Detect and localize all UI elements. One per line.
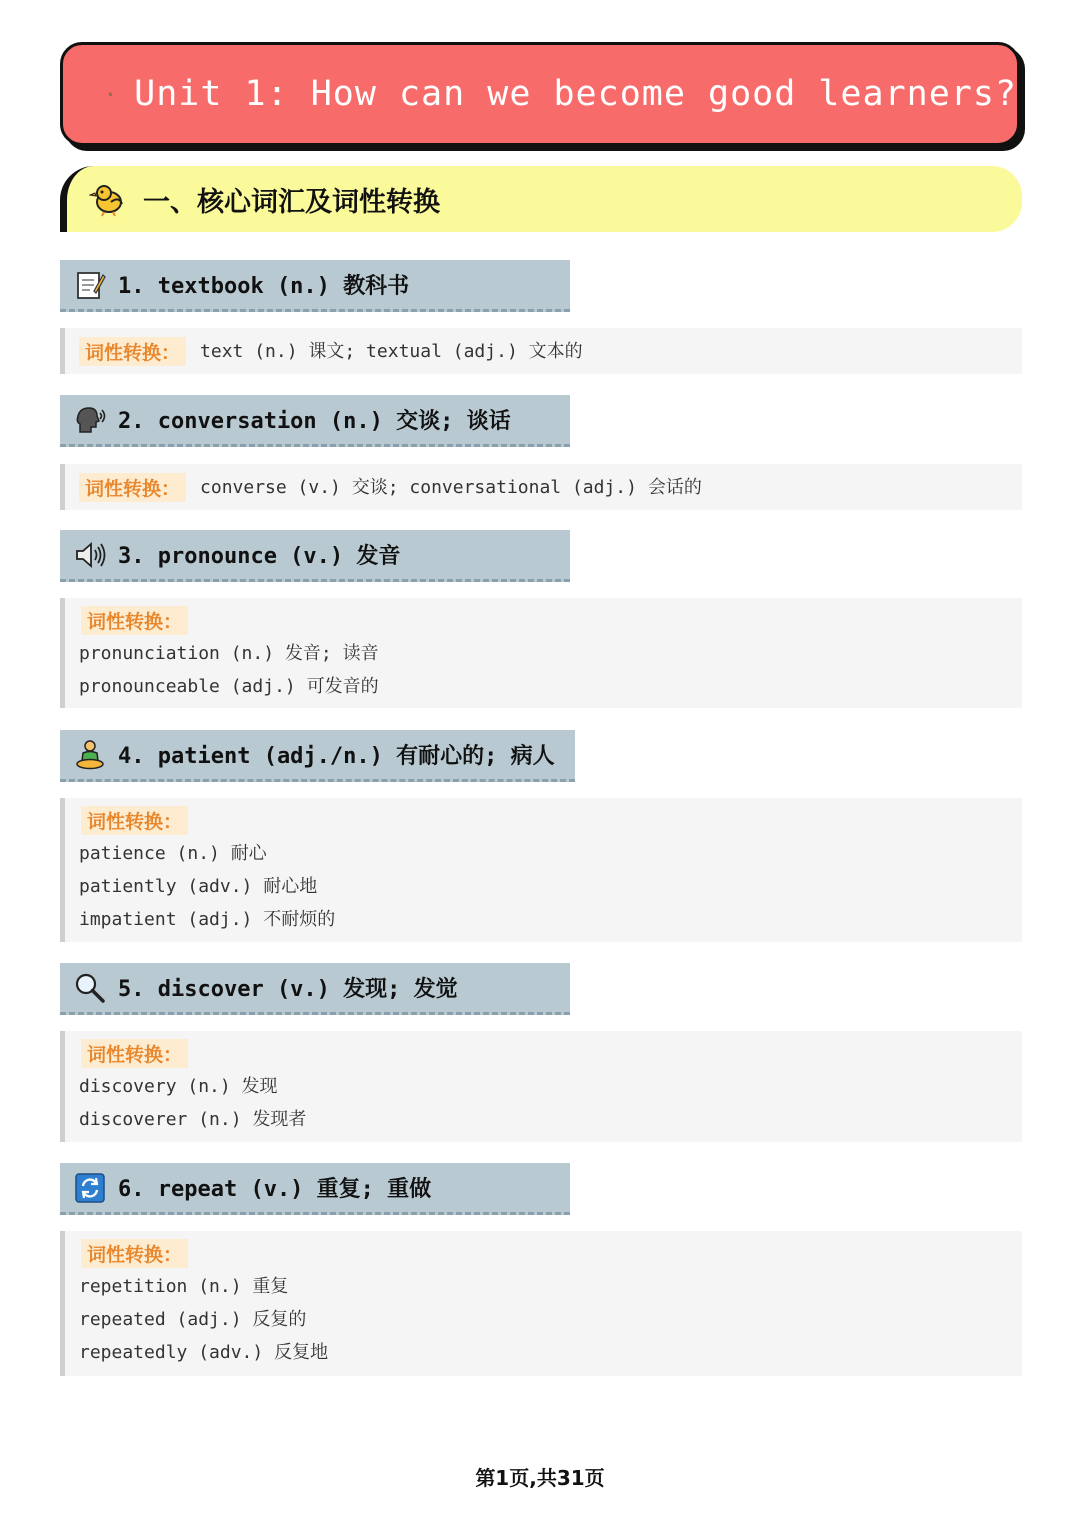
word-header-1	[60, 260, 570, 312]
word-header-3	[60, 530, 570, 582]
word-title: 1. textbook (n.) 教科书	[118, 274, 410, 299]
page-title: Unit 1: How can we become good learners?	[134, 74, 1017, 114]
word-header-2	[60, 395, 570, 447]
speaking-head-icon	[74, 404, 106, 436]
speaker-icon	[74, 539, 106, 571]
conversion-line: patiently (adv.) 耐心地	[79, 876, 318, 897]
conversion-line: discoverer (n.) 发现者	[79, 1109, 307, 1130]
conversion-label: 词性转换：	[81, 606, 188, 635]
section-header	[60, 166, 1022, 232]
word-title: 3. pronounce (v.) 发音	[118, 544, 401, 569]
repeat-icon	[74, 1172, 106, 1204]
word-header-6	[60, 1163, 570, 1215]
conversion-line: text (n.) 课文; textual (adj.) 文本的	[200, 340, 583, 362]
word-header-4	[60, 730, 575, 782]
word-title: 4. patient (adj./n.) 有耐心的; 病人	[118, 744, 555, 769]
conversion-line: repeated (adj.) 反复的	[79, 1309, 307, 1330]
word-header-5	[60, 963, 570, 1015]
conversion-box-2	[60, 464, 1022, 510]
conversion-box-1	[60, 328, 1022, 374]
meditation-icon	[74, 739, 106, 771]
conversion-line: pronounceable (adj.) 可发音的	[79, 676, 379, 697]
chick-icon	[89, 180, 127, 218]
conversion-line: discovery (n.) 发现	[79, 1076, 278, 1097]
books-icon	[109, 72, 112, 116]
conversion-box-3	[60, 598, 1022, 708]
conversion-line: impatient (adj.) 不耐烦的	[79, 909, 336, 930]
conversion-box-5	[60, 1031, 1022, 1142]
conversion-line: repetition (n.) 重复	[79, 1276, 289, 1297]
word-title: 6. repeat (v.) 重复; 重做	[118, 1177, 432, 1202]
section-title: 一、核心词汇及词性转换	[143, 186, 440, 218]
conversion-label: 词性转换：	[81, 1039, 188, 1068]
conversion-label: 词性转换：	[81, 1239, 188, 1268]
title-banner	[60, 42, 1020, 146]
conversion-line: repeatedly (adv.) 反复地	[79, 1342, 329, 1363]
page-number: 第1页,共31页	[475, 1466, 605, 1490]
conversion-line: converse (v.) 交谈; conversational (adj.) 会话的	[200, 476, 702, 498]
conversion-label: 词性转换：	[81, 806, 188, 835]
conversion-box-6	[60, 1231, 1022, 1376]
conversion-line: pronunciation (n.) 发音; 读音	[79, 643, 379, 664]
conversion-label: 词性转换：	[79, 473, 186, 502]
conversion-box-4	[60, 798, 1022, 942]
conversion-line: patience (n.) 耐心	[79, 843, 267, 864]
conversion-label: 词性转换：	[79, 337, 186, 366]
memo-icon	[74, 269, 106, 301]
word-title: 5. discover (v.) 发现; 发觉	[118, 977, 458, 1002]
word-title: 2. conversation (n.) 交谈; 谈话	[118, 409, 511, 434]
magnifier-icon	[74, 972, 106, 1004]
